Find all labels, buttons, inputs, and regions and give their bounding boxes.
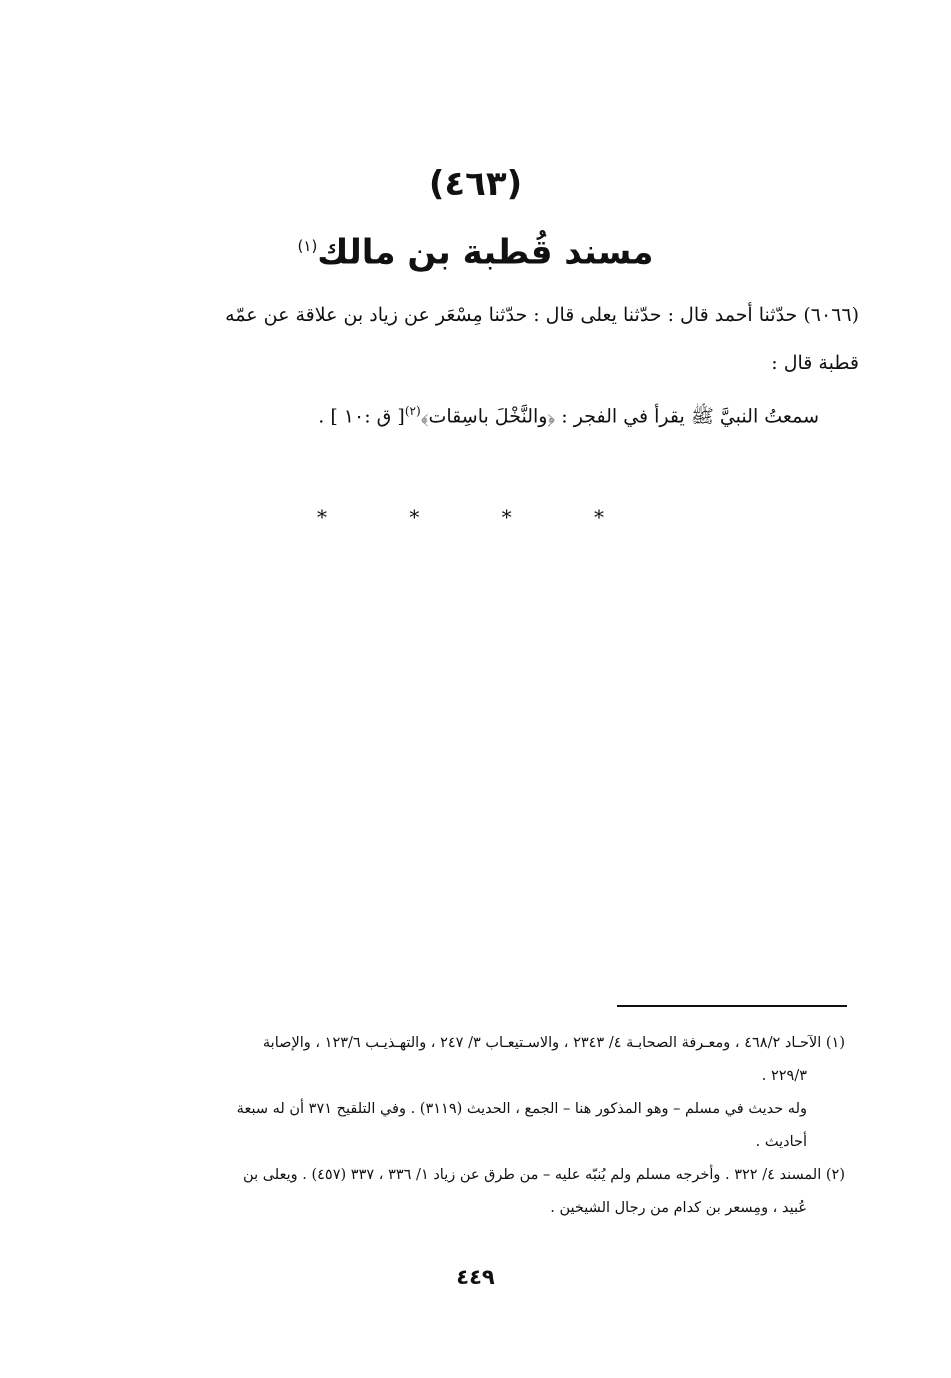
quran-reference: [ ق :١٠ ] .	[318, 405, 405, 428]
page-number: ٤٤٩	[456, 1265, 495, 1289]
hadith-block	[89, 300, 859, 431]
footnote-2-line-2: عُبيد ، ومِسعر بن كدام من رجال الشيخين .	[550, 1200, 807, 1216]
footnote-ref-1: (١)	[297, 237, 318, 255]
hadith-chain-line-1: (٦٠٦٦) حدّثنا أحمد قال : حدّثنا يعلى قال : حدّثنا مِسْعَر عن زياد بن علاقة عن عمّه	[225, 304, 859, 326]
footnote-2-line-1: (٢) المسند ٤/ ٣٢٢ . وأخرجه مسلم ولم يُنبّه عليه – من طرق عن زياد ١/ ٣٣٦ ، ٣٣٧ (٤٥٧) . ويعلى بن	[243, 1167, 845, 1183]
chapter-number: (٤٦٣)	[428, 164, 523, 204]
section-separator	[0, 505, 951, 529]
footnote-1-line-3: وله حديث في مسلم – وهو المذكور هنا – الجمع ، الحديث (٣١١٩) . وفي التلقيح ٣٧١ أن له سبعة	[236, 1101, 807, 1117]
footnotes	[109, 1027, 845, 1225]
footnote-1-line-1: (١) الآحـاد ٤٦٨/٢ ، ومعـرفة الصحابـة ٤/ ٢٣٤٣ ، والاسـتيعـاب ٣/ ٢٤٧ ، والتهـذيـب ١٢٣/٦ ، والإصابة	[262, 1035, 845, 1051]
hadith-matn	[89, 396, 859, 431]
chapter-title-text: مسند قُطبة بن مالك	[317, 232, 654, 273]
hadith-chain-line-2: قطبة قال :	[771, 352, 859, 374]
footnote-1-line-2: ٢٢٩/٣ .	[761, 1068, 807, 1084]
chapter-title	[0, 222, 951, 276]
separator-star: *	[409, 505, 450, 529]
separator-star: *	[501, 505, 542, 529]
footnote-divider	[617, 1005, 847, 1007]
footnote-1-line-4: أحاديث .	[755, 1134, 807, 1150]
footnote-ref-2: (٢)	[404, 404, 421, 418]
hadith-matn-text: سمعتُ النبيَّ ﷺ يقرأ في الفجر : ﴿والنَّخْلَ باسِقات﴾	[420, 405, 819, 428]
separator-star: *	[316, 505, 357, 529]
separator-star: *	[594, 505, 635, 529]
